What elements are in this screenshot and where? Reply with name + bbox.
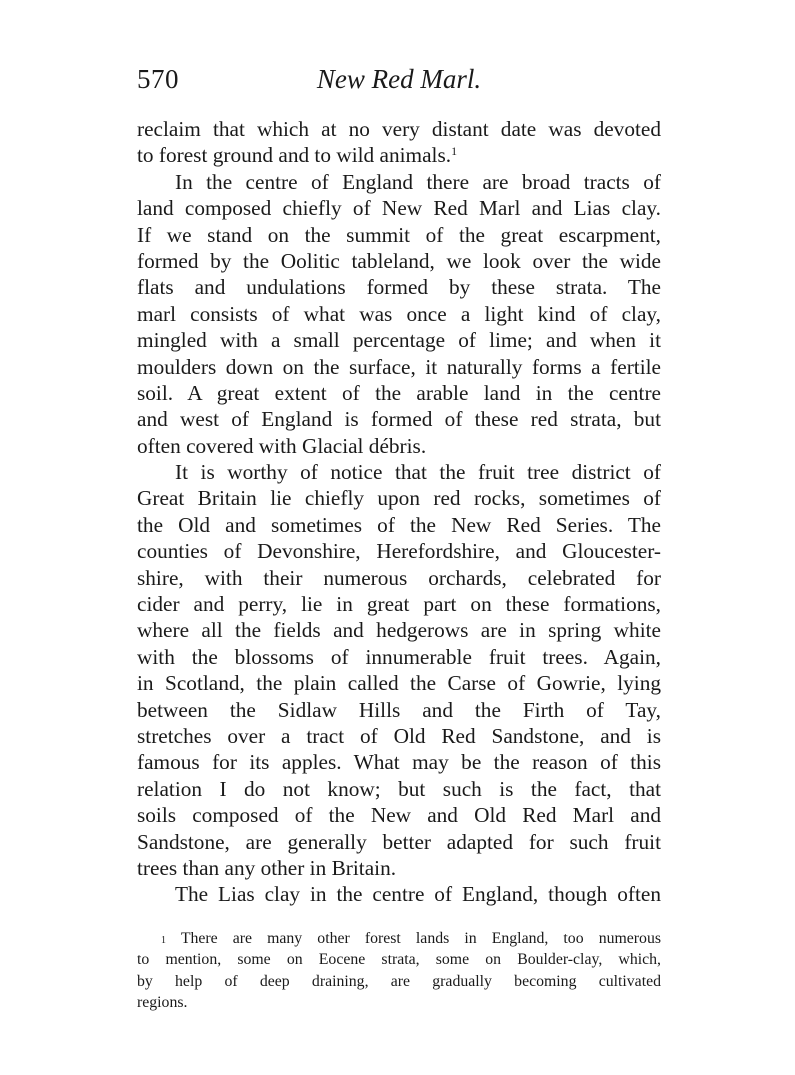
- text-line-content: between the Sidlaw Hills and the Firth of Tay,: [137, 697, 661, 722]
- text-line: [137, 406, 661, 432]
- text-line: [137, 670, 661, 696]
- text-line: [137, 248, 661, 274]
- text-line-content: If we stand on the summit of the great escarpment,: [137, 222, 661, 247]
- text-line-content: with the blossoms of innumerable fruit trees. Again,: [137, 644, 661, 669]
- text-line: [137, 855, 661, 881]
- text-line: [137, 354, 661, 380]
- text-line-content: moulders down on the surface, it naturally forms a fertile: [137, 354, 661, 379]
- text-line: [137, 459, 661, 485]
- text-line-content: to forest ground and to wild animals.: [137, 143, 452, 168]
- footnote-line-content: There are many other forest lands in England, too numerous: [180, 930, 661, 947]
- text-line: [137, 881, 661, 907]
- text-line-content: in Scotland, the plain called the Carse of Gowrie, lying: [137, 671, 661, 696]
- footnote-line-content: regions.: [137, 993, 188, 1011]
- running-title: New Red Marl.: [316, 64, 482, 94]
- page-number: 570: [137, 64, 179, 94]
- footnote-line: [137, 949, 661, 970]
- text-line-content: stretches over a tract of Old Red Sandstone, and is: [137, 723, 661, 748]
- footnote-line-content: by help of deep draining, are gradually becoming cultivated: [137, 972, 661, 990]
- text-line-content: relation I do not know; but such is the fact, that: [137, 776, 661, 801]
- text-line: [137, 538, 661, 564]
- text-line: [137, 195, 661, 221]
- text-line: [137, 802, 661, 828]
- text-line: [137, 301, 661, 327]
- text-line-content: Great Britain lie chiefly upon red rocks, sometimes of: [137, 486, 661, 511]
- text-line: [137, 327, 661, 353]
- text-line: [137, 749, 661, 775]
- text-line-content: The Lias clay in the centre of England, though often: [175, 882, 661, 907]
- text-line-content: where all the fields and hedgerows are in spring white: [137, 618, 661, 643]
- text-line-content: the Old and sometimes of the New Red Series. The: [137, 512, 661, 537]
- footnote: [137, 928, 661, 1013]
- text-line-content: soil. A great extent of the arable land in the centre: [137, 380, 661, 405]
- text-line: [137, 222, 661, 248]
- text-line-content: reclaim that which at no very distant date was devoted: [137, 117, 661, 141]
- text-line: [137, 512, 661, 538]
- text-line-content: Sandstone, are generally better adapted for such fruit: [137, 829, 661, 854]
- text-line: [137, 142, 661, 168]
- footnote-line: [137, 928, 661, 949]
- text-line-content: formed by the Oolitic tableland, we look over the wide: [137, 248, 661, 273]
- text-line: [137, 591, 661, 617]
- text-line-content: and west of England is formed of these red strata, but: [137, 407, 661, 432]
- text-line: [137, 485, 661, 511]
- text-line: [137, 617, 661, 643]
- text-line: [137, 116, 661, 142]
- text-line-content: cider and perry, lie in great part on these formations,: [137, 592, 661, 617]
- text-line: [137, 776, 661, 802]
- text-line: [137, 380, 661, 406]
- body-text: [137, 116, 661, 908]
- text-line-content: famous for its apples. What may be the reason of this: [137, 750, 661, 775]
- text-line: [137, 169, 661, 195]
- text-line-content: soils composed of the New and Old Red Marl and: [137, 803, 661, 828]
- text-line-content: marl consists of what was once a light kind of clay,: [137, 301, 661, 326]
- footnote-reference: 1: [451, 144, 458, 159]
- footnote-line: [137, 992, 661, 1013]
- text-line-content: It is worthy of notice that the fruit tree district of: [175, 460, 661, 485]
- text-line: [137, 697, 661, 723]
- footnote-line-content: to mention, some on Eocene strata, some on Boulder-clay, which,: [137, 951, 661, 969]
- text-line: [137, 644, 661, 670]
- text-line-content: In the centre of England there are broad tracts of: [175, 169, 661, 194]
- text-line-content: trees than any other in Britain.: [137, 855, 397, 880]
- text-line-content: counties of Devonshire, Herefordshire, and Gloucester-: [137, 539, 661, 564]
- text-line: [137, 433, 661, 459]
- text-line-content: land composed chiefly of New Red Marl and Lias clay.: [137, 196, 661, 221]
- running-header: [137, 64, 661, 100]
- footnote-line: [137, 971, 661, 992]
- text-line-content: mingled with a small percentage of lime; and when it: [137, 328, 661, 353]
- text-line: [137, 565, 661, 591]
- text-line: [137, 274, 661, 300]
- text-line-content: shire, with their numerous orchards, celebrated for: [137, 565, 661, 590]
- text-line-content: flats and undulations formed by these strata. The: [137, 275, 661, 300]
- text-line: [137, 829, 661, 855]
- footnote-marker: 1: [161, 935, 166, 946]
- text-line: [137, 723, 661, 749]
- text-line-content: often covered with Glacial débris.: [137, 433, 427, 458]
